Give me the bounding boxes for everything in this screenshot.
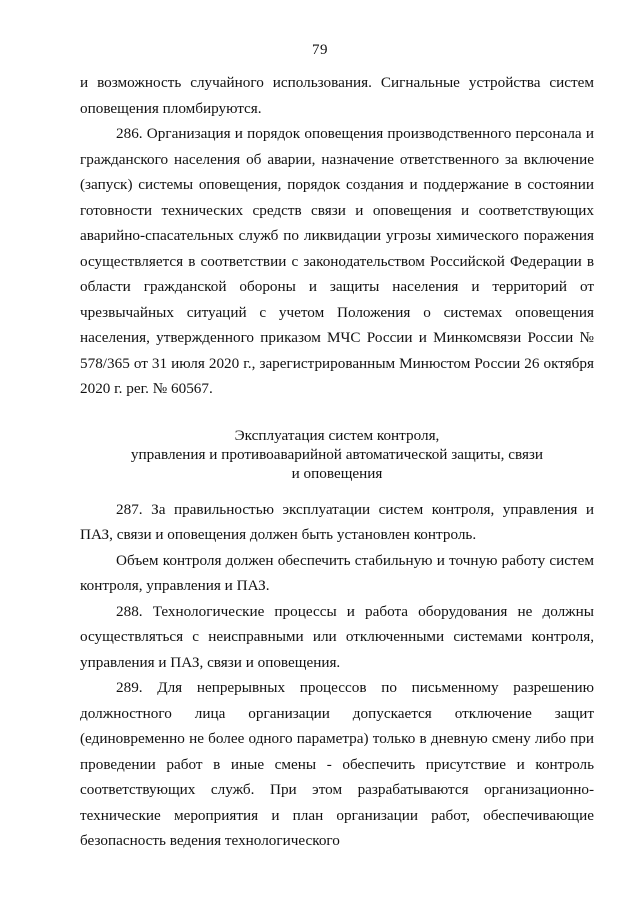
paragraph-control-scope: Объем контроля должен обеспечить стабильную и точную работу систем контроля, управления и ПАЗ. (80, 551, 594, 594)
paragraph-288: 288. Технологические процессы и работа оборудования не должны осуществляться с неисправными или отключенными системами контроля, управления и ПАЗ, связи и оповещения. (80, 602, 594, 671)
section-heading-line-3: и оповещения (291, 464, 383, 482)
paragraph-286: 286. Организация и порядок оповещения производственного персонала и гражданского населения об аварии, назначение ответственного за включение (запуск) системы оповещения, порядок создания и поддержание в состоянии готовности технических средств связи и оповещения и соответствующих аварийно-спасательных служб по ликвидации угрозы химического поражения осуществляется в соответствии с законодательством Российской Федерации в области гражданской обороны и защиты населения и территорий от чрезвычайных ситуаций с учетом Положения о системах оповещения населения, утвержденного приказом МЧС России и Минкомсвязи России № 578/365 от 31 июля 2020 г., зарегистрированным Минюстом России 26 октября 2020 г. рег. № 60567. (80, 125, 594, 397)
section-heading-line-2: управления и противоаварийной автоматической защиты, связи (130, 445, 544, 463)
paragraph-287: 287. За правильностью эксплуатации систем контроля, управления и ПАЗ, связи и оповещения должен быть установлен контроль. (80, 500, 594, 543)
section-heading-line-1: Эксплуатация систем контроля, (234, 426, 440, 444)
document-body (80, 70, 594, 854)
paragraph-continuation: и возможность случайного использования. Сигнальные устройства систем оповещения пломбируются. (80, 74, 594, 117)
paragraph-289: 289. Для непрерывных процессов по письменному разрешению должностного лица организации допускается отключение защит (единовременно не более одного параметра) только в дневную смену либо при проведении работ в иные смены - обеспечить присутствие и контроль соответствующих служб. При этом разрабатываются организационно-технические мероприятия и план организации работ, обеспечивающие безопасность ведения технологического (80, 679, 594, 849)
page-number: 79 (312, 42, 328, 58)
section-heading (80, 426, 594, 483)
